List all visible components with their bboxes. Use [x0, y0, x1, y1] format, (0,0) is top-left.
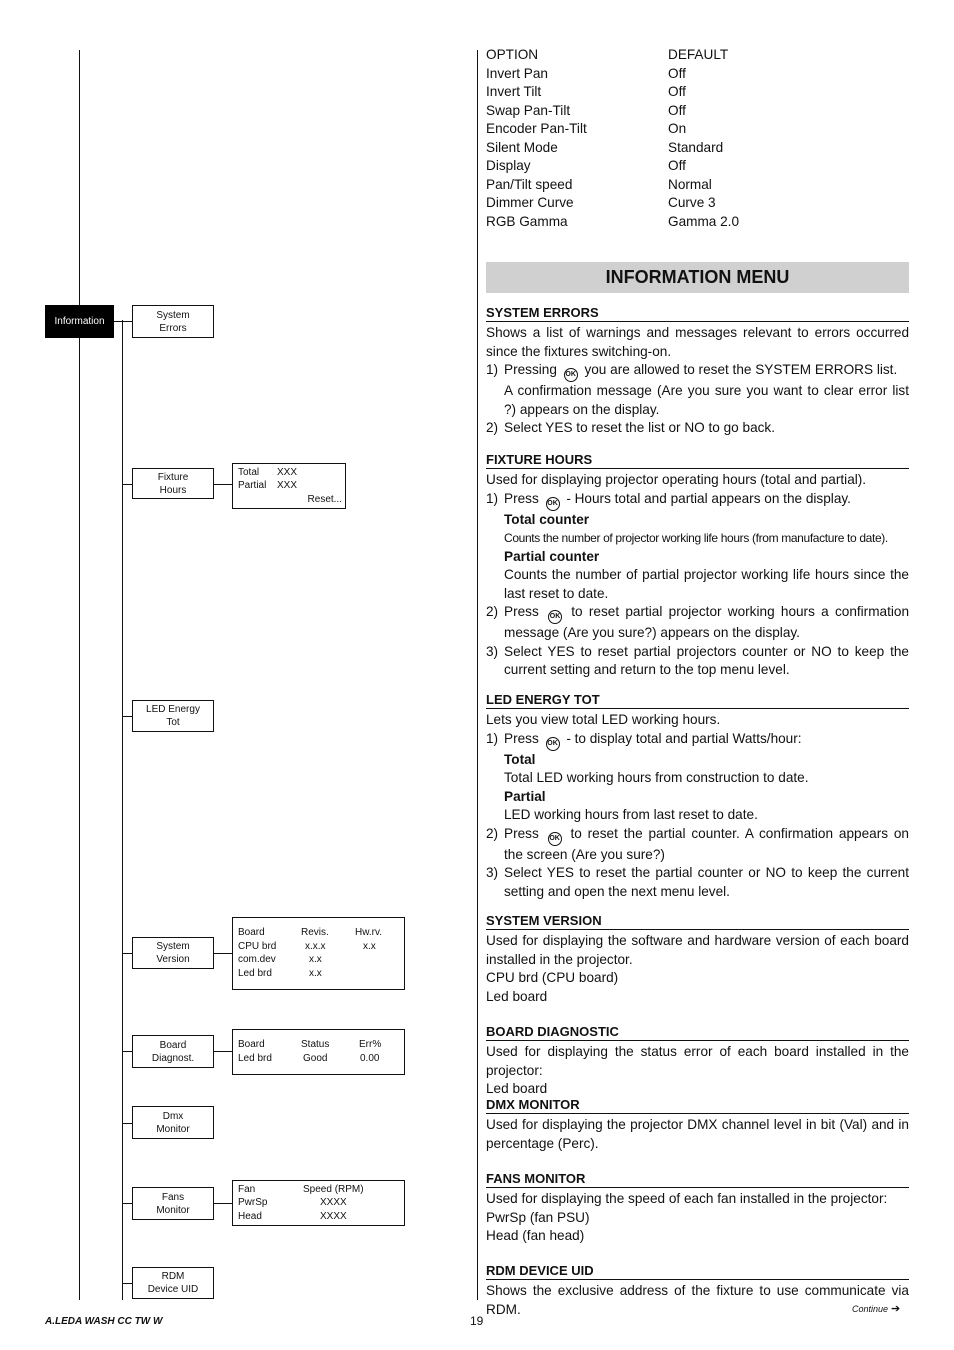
menu-rdm-device-uid [132, 1267, 214, 1299]
partial-value: XXX [277, 480, 298, 491]
step-number: 3) [486, 865, 499, 880]
defaults-row [486, 176, 909, 195]
step-number: 2) [486, 420, 499, 435]
defaults-row [486, 102, 909, 121]
option-name: Pan/Tilt speed [486, 176, 573, 192]
defaults-header [486, 46, 909, 65]
version-cell: CPU brd [238, 941, 277, 952]
section-led-energy [486, 692, 909, 901]
connector [122, 1123, 132, 1124]
step-item [486, 643, 909, 680]
diagram-main-trunk [79, 50, 80, 1300]
fans-cell: Head [238, 1211, 262, 1222]
section-heading: FANS MONITOR [486, 1171, 909, 1188]
subheading-desc: Counts the number of partial projector working life hours since the last reset to date. [504, 567, 909, 601]
menu-label: RDM [161, 1271, 185, 1282]
defaults-row [486, 194, 909, 213]
version-cell: x.x [363, 941, 376, 952]
ok-button-icon: OK [564, 368, 578, 382]
fans-cell: XXXX [320, 1197, 347, 1208]
option-name: Swap Pan-Tilt [486, 102, 571, 118]
partial-label: Partial [238, 480, 267, 491]
option-default: Curve 3 [668, 195, 716, 210]
diag-cell: 0.00 [360, 1053, 380, 1064]
option-default: Off [668, 65, 686, 81]
option-default: Off [668, 102, 686, 118]
option-default: Normal [668, 176, 712, 192]
step-number: 1) [486, 490, 499, 506]
step-number: 3) [486, 643, 499, 659]
information-root-box [45, 305, 114, 338]
section-heading: FIXTURE HOURS [486, 452, 909, 469]
step-text: to reset partial projector working hours a confirmation message (Are you sure?) appears on the display. [504, 604, 910, 640]
defaults-table [486, 46, 909, 231]
section-heading: SYSTEM VERSION [486, 913, 909, 930]
option-default: Off [668, 84, 686, 99]
fans-header: Speed (RPM) [303, 1184, 364, 1195]
connector [214, 953, 232, 954]
step-text: - to display total and partial Watts/hour: [566, 730, 802, 746]
arrow-right-icon: ➔ [891, 1303, 901, 1315]
fans-cell: PwrSp [238, 1197, 268, 1208]
section-intro: Used for displaying the projector DMX channel level in bit (Val) and in percentage (Perc). [486, 1117, 909, 1151]
option-name: Display [486, 158, 531, 173]
banner-title: INFORMATION MENU [605, 267, 790, 287]
menu-fans-monitor [132, 1187, 214, 1220]
reset-label: Reset... [307, 494, 342, 505]
section-line: Led board [486, 988, 548, 1004]
connector [214, 1203, 232, 1204]
fans-header: Fan [238, 1184, 256, 1195]
ok-button-icon: OK [548, 832, 562, 846]
total-label: Total [238, 467, 260, 478]
step-item [486, 490, 909, 511]
connector [122, 1283, 132, 1284]
section-line: Head (fan head) [486, 1228, 585, 1243]
option-default: Off [668, 158, 686, 173]
menu-label: Tot [166, 717, 180, 728]
section-system-version [486, 913, 909, 1006]
default-header: DEFAULT [668, 47, 729, 62]
menu-system-errors [132, 305, 214, 338]
system-version-display [232, 917, 405, 990]
version-header: Revis. [301, 927, 329, 938]
menu-label: Monitor [156, 1123, 190, 1135]
section-line: PwrSp (fan PSU) [486, 1209, 590, 1225]
connector [122, 716, 132, 717]
subheading: Total [504, 751, 536, 767]
subheading: Partial [504, 788, 546, 804]
section-banner [486, 262, 909, 293]
section-heading: DMX MONITOR [486, 1097, 909, 1114]
menu-system-version [132, 937, 214, 969]
option-default: On [668, 121, 687, 136]
menu-label: Board [159, 1039, 187, 1051]
menu-label: System [156, 309, 190, 321]
defaults-row [486, 213, 909, 232]
version-cell: com.dev [238, 954, 276, 965]
option-name: Invert Pan [486, 65, 548, 81]
section-heading: SYSTEM ERRORS [486, 305, 909, 322]
section-line: Led board [486, 1081, 548, 1096]
section-intro: Used for displaying the speed of each fan installed in the projector: [486, 1191, 888, 1206]
board-diagnostic-display [232, 1029, 405, 1075]
version-cell: x.x [309, 968, 322, 979]
continue-label: Continue [852, 1304, 889, 1314]
diag-header: Board [238, 1039, 265, 1050]
step-item [486, 864, 909, 901]
step-item [486, 419, 909, 438]
section-intro: Used for displaying projector operating hours (total and partial). [486, 472, 867, 487]
section-heading: RDM DEVICE UID [486, 1263, 909, 1280]
fans-cell: XXXX [320, 1211, 347, 1222]
diag-header: Err% [359, 1039, 382, 1050]
step-text: to reset the partial counter. A confirmation appears on the screen (Are you sure?) [504, 825, 909, 862]
continue-note [852, 1302, 900, 1315]
defaults-row [486, 120, 909, 139]
section-heading: LED ENERGY TOT [486, 692, 909, 709]
step-text: Select YES to reset the partial counter or NO to keep the current setting and open the next menu level. [504, 865, 909, 899]
version-header: Board [238, 927, 265, 938]
subheading-desc: Total LED working hours from construction to date. [504, 770, 809, 785]
step-text: you are allowed to reset the SYSTEM ERRORS list. [584, 362, 898, 377]
ok-button-icon: OK [546, 497, 560, 511]
section-intro: Shows a list of warnings and messages relevant to errors occurred since the fixtures switching-on. [486, 325, 909, 359]
connector [214, 484, 232, 485]
step-text: Select YES to reset partial projectors counter or NO to keep the current setting and return to the top menu level. [504, 643, 909, 677]
section-fixture-hours [486, 452, 909, 680]
menu-board-diagnost [132, 1035, 214, 1068]
connector [122, 484, 132, 485]
option-name: RGB Gamma [486, 213, 568, 229]
step-item [486, 825, 909, 865]
defaults-row [486, 65, 909, 84]
page-column-divider [477, 50, 478, 1300]
menu-label: Fans [161, 1191, 185, 1203]
defaults-row [486, 139, 909, 158]
option-default: Standard [668, 139, 724, 155]
subheading-desc: LED working hours from last reset to date. [504, 807, 758, 822]
menu-fixture-hours [132, 468, 214, 499]
menu-label: Fixture [157, 471, 189, 483]
connector [214, 1051, 232, 1052]
menu-label: Dmx [162, 1110, 184, 1122]
option-name: Dimmer Curve [486, 195, 574, 210]
connector [122, 1203, 132, 1204]
step-item [486, 361, 909, 382]
option-header: OPTION [486, 47, 539, 62]
version-cell: x.x [309, 954, 322, 965]
diag-cell: Good [303, 1053, 328, 1064]
menu-label: Hours [159, 484, 187, 496]
option-default: Gamma 2.0 [668, 213, 740, 229]
menu-led-energy-tot [132, 700, 214, 732]
section-intro: Shows the exclusive address of the fixture to use communicate via RDM. [486, 1283, 909, 1317]
total-value: XXX [277, 467, 298, 478]
step-text: Pressing [504, 362, 557, 377]
step-item [486, 730, 909, 751]
ok-button-icon: OK [548, 610, 562, 624]
step-text: Press [504, 825, 539, 841]
step-item [486, 603, 909, 643]
step-text: Press [504, 730, 539, 746]
step-text: Press [504, 490, 539, 506]
footer-model-name: A.LEDA WASH CC TW W [45, 1316, 163, 1327]
step-number: 1) [486, 362, 499, 377]
ok-button-icon: OK [546, 737, 560, 751]
page-number: 19 [470, 1314, 484, 1328]
connector [114, 321, 132, 322]
step-text: - Hours total and partial appears on the display. [566, 490, 851, 506]
menu-label: Device UID [147, 1284, 199, 1295]
section-line: CPU brd (CPU board) [486, 970, 619, 985]
menu-label: Diagnost. [151, 1052, 195, 1064]
fans-monitor-display [232, 1180, 405, 1226]
menu-label: Version [156, 954, 190, 965]
diag-header: Status [301, 1039, 330, 1050]
step-number: 1) [486, 730, 499, 746]
section-intro: Used for displaying the status error of each board installed in the projector: [486, 1044, 909, 1078]
section-heading: BOARD DIAGNOSTIC [486, 1024, 909, 1041]
section-intro: Used for displaying the software and hardware version of each board installed in the projector. [486, 933, 909, 967]
menu-dmx-monitor [132, 1106, 214, 1139]
option-name: Silent Mode [486, 139, 558, 155]
step-text: Press [504, 604, 539, 619]
section-rdm-uid [486, 1263, 909, 1319]
subheading-desc: Counts the number of projector working life hours (from manufacture to date). [504, 531, 888, 545]
version-header: Hw.rv. [355, 927, 383, 938]
connector [122, 1051, 132, 1052]
menu-label: System [156, 941, 190, 952]
menu-label: Errors [159, 322, 187, 334]
option-name: Invert Tilt [486, 84, 542, 99]
subheading: Total counter [504, 511, 590, 527]
menu-label: LED Energy [146, 704, 200, 715]
diag-cell: Led brd [238, 1053, 272, 1064]
root-label: Information [54, 316, 105, 327]
section-fans-monitor [486, 1171, 909, 1246]
defaults-row [486, 83, 909, 102]
section-board-diagnostic [486, 1024, 909, 1099]
section-system-errors [486, 305, 909, 438]
step-detail: A confirmation message (Are you sure you want to clear error list ?) appears on the display. [504, 383, 909, 417]
version-cell: Led brd [238, 968, 272, 979]
section-dmx-monitor [486, 1097, 909, 1153]
step-number: 2) [486, 604, 499, 619]
diagram-branch-line [122, 320, 123, 1300]
step-number: 2) [486, 825, 499, 841]
section-intro: Lets you view total LED working hours. [486, 712, 721, 727]
fixture-hours-display [232, 463, 346, 509]
menu-label: Monitor [156, 1204, 190, 1216]
version-cell: x.x.x [305, 941, 326, 952]
connector [122, 953, 132, 954]
subheading: Partial counter [504, 548, 600, 564]
step-text: Select YES to reset the list or NO to go back. [504, 420, 775, 435]
defaults-row [486, 157, 909, 176]
option-name: Encoder Pan-Tilt [486, 121, 587, 136]
